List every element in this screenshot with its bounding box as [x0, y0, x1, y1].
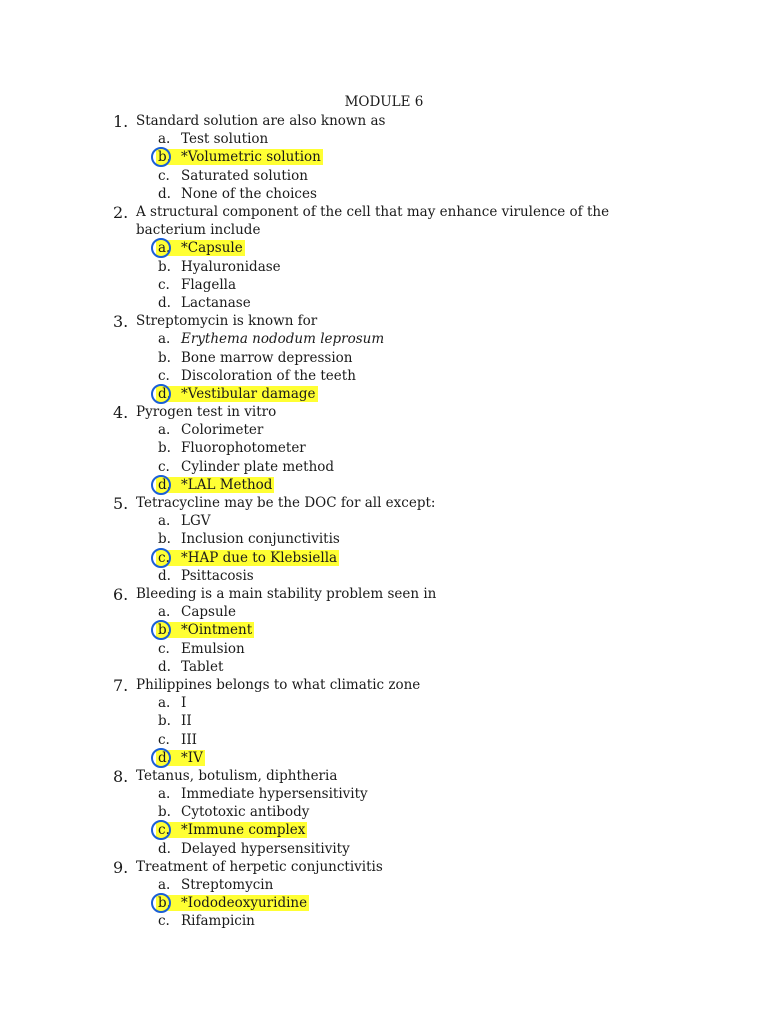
question-text: Philippines belongs to what climatic zone [136, 676, 421, 693]
question-number: 7. [113, 675, 129, 695]
option-letter: c. [158, 458, 170, 475]
option-letter: c. [158, 731, 170, 748]
question-item [0, 767, 768, 858]
option-text: Discoloration of the teeth [181, 367, 356, 384]
option-letter: d. [158, 749, 171, 766]
option-letter: a. [158, 240, 171, 257]
option-letter: b. [158, 258, 171, 275]
option-letter: a. [158, 877, 171, 894]
answer-option [0, 803, 768, 821]
page-title: MODULE 6 [344, 94, 424, 110]
answer-option [0, 640, 768, 658]
answer-option-correct [0, 476, 768, 494]
answer-option [0, 694, 768, 712]
option-letter: c. [158, 549, 170, 566]
option-text: Tablet [181, 658, 224, 675]
option-letter: a. [158, 131, 171, 148]
option-letter: c. [158, 913, 170, 930]
answer-option [0, 603, 768, 621]
answer-option [0, 731, 768, 749]
answer-option [0, 330, 768, 348]
answer-option-correct [0, 749, 768, 767]
answer-option [0, 912, 768, 930]
option-letter: d. [158, 567, 171, 584]
answer-option [0, 840, 768, 858]
answer-option [0, 712, 768, 730]
question-item [0, 858, 768, 931]
answer-option [0, 167, 768, 185]
answer-option [0, 458, 768, 476]
option-letter: b. [158, 895, 171, 912]
option-letter: c. [158, 822, 170, 839]
question-text: Standard solution are also known as [136, 113, 386, 129]
option-letter: d. [158, 658, 171, 675]
question-number: 9. [113, 857, 129, 877]
option-text: Colorimeter [181, 422, 264, 439]
option-text: Bone marrow depression [181, 349, 353, 366]
answer-option [0, 421, 768, 439]
question-number: 1. [113, 112, 129, 131]
answer-option [0, 130, 768, 148]
answer-option-correct [0, 549, 768, 567]
question-item [0, 112, 768, 203]
option-letter: a. [158, 786, 171, 803]
answer-option [0, 367, 768, 385]
option-letter: c. [158, 640, 170, 657]
option-letter: a. [158, 695, 171, 712]
question-item [0, 403, 768, 494]
option-letter: a. [158, 513, 171, 530]
answer-option-correct [0, 148, 768, 166]
option-letter: d. [158, 385, 171, 402]
option-text: *Iododeoxyuridine [181, 895, 308, 912]
option-letter: d. [158, 840, 171, 857]
option-text: *Ointment [181, 622, 253, 639]
answer-option-correct [0, 621, 768, 639]
answer-option [0, 785, 768, 803]
option-text: *Immune complex [181, 822, 306, 839]
answer-option-correct [0, 894, 768, 912]
option-text: *Capsule [181, 240, 243, 257]
question-number: 5. [113, 494, 129, 514]
option-text: Rifampicin [181, 913, 255, 930]
option-text: III [181, 731, 197, 748]
answer-option [0, 567, 768, 585]
answer-option [0, 349, 768, 367]
option-letter: b. [158, 713, 171, 730]
option-letter: a. [158, 604, 171, 621]
question-number: 2. [113, 202, 129, 222]
option-letter: c. [158, 367, 170, 384]
question-number: 3. [113, 312, 129, 332]
question-item [0, 203, 768, 312]
option-text: Lactanase [181, 294, 251, 311]
option-text: Emulsion [181, 640, 245, 657]
option-letter: c. [158, 167, 170, 184]
answer-option [0, 876, 768, 894]
option-letter: a. [158, 331, 171, 348]
question-text: Treatment of herpetic conjunctivitis [136, 858, 383, 875]
question-item [0, 312, 768, 403]
option-letter: b. [158, 349, 171, 366]
option-text: *Vestibular damage [181, 385, 316, 402]
option-text: II [181, 713, 192, 730]
option-text: Psittacosis [181, 567, 254, 584]
option-text: *LAL Method [181, 476, 273, 493]
answer-option [0, 276, 768, 294]
option-text: None of the choices [181, 185, 317, 202]
option-text: Delayed hypersensitivity [181, 840, 350, 857]
option-text: *HAP due to Klebsiella [181, 549, 338, 566]
option-text: Erythema nododum leprosum [181, 331, 385, 348]
option-text: Flagella [181, 276, 237, 293]
option-text: Test solution [181, 131, 269, 148]
question-text: A structural component of the cell that may enhance virulence of the bacterium include [136, 203, 610, 239]
answer-circle-mark [151, 475, 171, 495]
answer-option-correct [0, 239, 768, 257]
question-text: Tetracycline may be the DOC for all except: [136, 495, 436, 512]
question-text: Pyrogen test in vitro [136, 404, 277, 421]
question-text: Streptomycin is known for [136, 313, 318, 330]
option-text: *IV [181, 749, 203, 766]
option-text: Capsule [181, 604, 236, 621]
option-text: LGV [181, 513, 211, 530]
option-text: Saturated solution [181, 167, 308, 184]
answer-option-correct [0, 385, 768, 403]
answer-circle-mark [151, 748, 171, 768]
option-letter: b. [158, 440, 171, 457]
option-letter: a. [158, 422, 171, 439]
answer-option [0, 512, 768, 530]
question-number: 4. [113, 403, 129, 423]
answer-option [0, 185, 768, 203]
option-letter: d. [158, 476, 171, 493]
option-letter: d. [158, 185, 171, 202]
question-number: 6. [113, 584, 129, 604]
question-item [0, 676, 768, 767]
option-letter: b. [158, 622, 171, 639]
option-text: Streptomycin [181, 877, 274, 894]
option-text: Cylinder plate method [181, 458, 335, 475]
answer-circle-mark [151, 548, 171, 568]
option-text: Immediate hypersensitivity [181, 786, 368, 803]
answer-option [0, 439, 768, 457]
answer-circle-mark [151, 384, 171, 404]
option-text: Hyaluronidase [181, 258, 281, 275]
option-text: Fluorophotometer [181, 440, 306, 457]
option-text: Cytotoxic antibody [181, 804, 310, 821]
option-letter: b. [158, 531, 171, 548]
answer-option [0, 294, 768, 312]
question-item [0, 494, 768, 585]
option-letter: b. [158, 149, 171, 166]
question-number: 8. [113, 766, 129, 786]
option-text: I [181, 695, 187, 712]
option-text: Inclusion conjunctivitis [181, 531, 340, 548]
answer-option [0, 258, 768, 276]
option-letter: c. [158, 276, 170, 293]
question-text: Bleeding is a main stability problem seen in [136, 585, 437, 602]
question-item [0, 585, 768, 676]
option-letter: d. [158, 294, 171, 311]
answer-option-correct [0, 821, 768, 839]
option-letter: b. [158, 804, 171, 821]
question-list [0, 112, 768, 931]
answer-option [0, 658, 768, 676]
option-text: *Volumetric solution [181, 149, 321, 166]
question-text: Tetanus, botulism, diphtheria [136, 767, 338, 784]
answer-option [0, 530, 768, 548]
